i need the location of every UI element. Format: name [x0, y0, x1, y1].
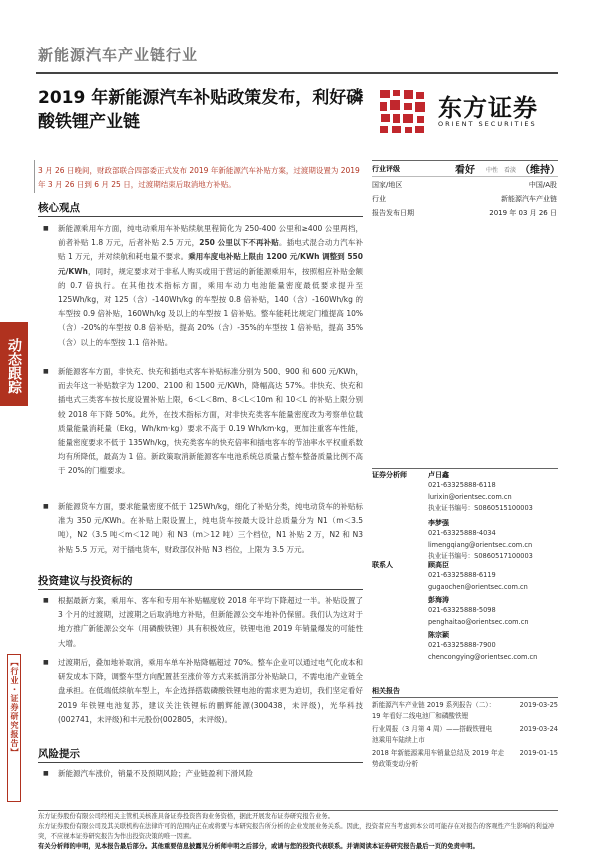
related-report-date: 2019-03-25	[519, 701, 558, 709]
analyst-cert: 执业证书编号：S0860515100003	[428, 504, 533, 513]
report-date-label: 报告发布日期	[372, 209, 414, 217]
core-paragraph-2	[38, 365, 363, 479]
industry-name: 新能源汽车产业链行业	[38, 46, 199, 64]
sidebar-label	[0, 322, 28, 406]
rating-divider	[372, 176, 558, 177]
contact-email[interactable]: gugaochen@orientsec.com.cn	[428, 582, 528, 591]
core-p2-text: 新能源客车方面，非快充、快充和插电式客车补贴标准分别为 500、900 和 600 元/KWh，而去年这一补贴数字为 1200、2100 和 1500 元/KWh，降幅高达 57%。非快充、快充和插电式三类客车按长度设置补贴上限，6＜L＜8m、8＜L＜10m 和 10＜L 的补贴上限分别较 2018 年下降 50%。此外，在技术指标方面，对非快充类客车能量密度改为考察单位载质量能量消耗量（Ekg，Wh/km·kg）要求不高于 0.19 Wh/km·kg，更加注重客车性能，能量密度要求不低于 135Wh/kg，快充类客车的快充倍率和插电客车的节油率水平权重系数均有所降低，最高为 1 倍。新政策取消新能源客车电池系统总质量占整车整备质量比例不高于 20%的门槛要求。	[58, 367, 363, 476]
contacts-label: 联系人	[372, 561, 393, 569]
related-reports-list	[372, 700, 558, 772]
core-p1-text-c: ，同时，规定要求对于非私人购买或用于营运的新能源乘用车，按照相应补贴金额的 0.7 倍执行。在其他技术指标方面，乘用车动力电池能量密度最低要求提升至 125Wh/kg，对 125（含）-140Wh/kg 的车型按 0.8 倍补贴，140（含）-160Wh/kg 的车型按 0.9 倍补贴，160Wh/kg 及以上的车型按 1 倍补贴。整车能耗比规定门槛提高 10%（含）-20%的车型按 0.8 倍补贴，提高 20%（含）-35%的车型按 1 倍补贴，提高 35%（含）以上的车型按 1.1 倍补贴。	[58, 266, 363, 347]
contact-email[interactable]: penghaitao@orientsec.com.cn	[428, 617, 529, 626]
related-report-title: 行业周报（3 月第 4 周）——搭载铁锂电	[372, 725, 493, 733]
company-logo	[376, 86, 428, 136]
advice-p2-text: 过渡期后，叠加地补取消，乘用车单车补贴降幅超过 70%。整车企业可以通过电气化成本和研发成本下降，调整车型方向配置甚至涨价等方式来抵消部分补贴缺口，不需电池产业链全盘承担。在低端低续航车型上，车企选择搭载磷酸铁锂电池的需求更为迫切，我们坚定看好 2019 年铁锂电池复苏，建议关注铁锂标的鹏辉能源(300438，未评级)，光华科技(002741，未评级)和丰元股份(002805，未评级)。	[58, 658, 363, 724]
analyst-1	[428, 470, 558, 515]
rating-label: 行业评级	[372, 165, 400, 173]
rating-status: （维持）	[520, 165, 560, 176]
analyst-email[interactable]: limengqiang@orientsec.com.cn	[428, 540, 533, 549]
section-core-divider	[38, 216, 363, 217]
related-report-date: 2019-03-24	[519, 725, 558, 733]
core-p1-text-a: 新能源乘用车方面，纯电动乘用车补贴续航里程简化为 250-400 公里和≥400 公里两档，前者补贴 1.8 万元，后者补贴 2.5 万元，	[58, 224, 363, 248]
contact-phone: 021-63325888-7900	[428, 641, 496, 649]
contact-2	[428, 595, 558, 628]
country-label: 国家/地区	[372, 181, 403, 189]
related-divider	[372, 697, 558, 698]
analyst-2	[428, 518, 558, 563]
analyst-divider	[372, 468, 558, 469]
logo-text: 东方证券	[438, 94, 538, 122]
logo-subtext: ORIENT SECURITIES	[438, 120, 537, 128]
related-report-title-cont: 势政策变动分析	[372, 760, 419, 768]
logo-mark-icon	[376, 86, 428, 136]
related-report-item[interactable]	[372, 748, 558, 772]
sidebar-vertical-text: 【行业・证券研究报告】	[10, 658, 19, 757]
section-advice: 投资建议与投资标的	[38, 575, 133, 587]
report-date-value: 2019 年 03 月 26 日	[489, 209, 557, 217]
analyst-name: 卢日鑫	[428, 471, 449, 479]
contact-email[interactable]: chencongying@orientsec.com.cn	[428, 652, 538, 661]
report-title: 2019 年新能源汽车补贴政策发布，利好磷酸铁锂产业链	[38, 88, 364, 132]
sidebar-vertical-tag	[7, 654, 21, 802]
related-label: 相关报告	[372, 687, 400, 695]
bullet-icon: ■	[43, 503, 49, 510]
country-value: 中国/A股	[528, 181, 557, 189]
analyst-name: 李梦强	[428, 519, 449, 527]
core-paragraph-3	[38, 500, 363, 557]
contact-name: 陈宗颖	[428, 631, 449, 639]
bullet-icon: ■	[43, 225, 49, 232]
bullet-icon: ■	[43, 659, 49, 666]
analyst-email[interactable]: lurixin@orientsec.com.cn	[428, 492, 512, 501]
summary-bar	[34, 160, 35, 193]
contact-name: 顾高臣	[428, 561, 449, 569]
bullet-icon: ■	[43, 770, 49, 777]
core-p1-text-b: 。插电式混合动力汽车补贴 1 万元，并对续航和耗电量不要求。	[58, 238, 363, 262]
footer-line-1: 东方证券股份有限公司经相关主管机关核准具备证券投资咨询业务资格，据此开展发布证券研究报告业务。	[38, 813, 334, 820]
related-report-title: 2018 年新能源乘用车销量总结及 2019 年走	[372, 749, 505, 757]
advice-paragraph-1	[38, 594, 363, 651]
section-risk-divider	[38, 762, 363, 763]
section-core: 核心观点	[38, 202, 80, 214]
related-report-item[interactable]	[372, 700, 558, 724]
analyst-phone: 021-63325888-6118	[428, 481, 496, 489]
contact-phone: 021-63325888-6119	[428, 571, 496, 579]
analyst-phone: 021-63325888-4034	[428, 529, 496, 537]
risk-p1-text: 新能源汽车涨价，销量不及预期风险；产业链盈利下滑风险	[58, 769, 253, 778]
rating-mid: 中性	[486, 167, 499, 174]
analyst-cert: 执业证书编号：S0860517100003	[428, 552, 533, 561]
rating-value: 看好	[455, 165, 475, 176]
contact-1	[428, 560, 558, 593]
core-p1-bold-b: 乘用车度电补贴上限由 1200 元/KWh 调整到 550 元/KWh	[58, 252, 363, 276]
section-advice-divider	[38, 589, 363, 590]
footer-line-2: 东方证券股份有限公司及其关联机构在法律许可的范围内正在或将要与本研究报告所分析的企业发展业务关系。因此，投资者应当考虑到本公司可能存在对报告的客观性产生影响的利益冲突，不应视本证券研究报告为作出投资决策的唯一因素。	[38, 823, 555, 840]
industry-label: 行业	[372, 195, 386, 203]
contact-3	[428, 630, 558, 663]
core-p1-bold-a: 250 公里以下不再补贴	[199, 238, 279, 248]
sidebar-label-text: 动态跟踪	[6, 338, 22, 394]
core-p3-text: 新能源货车方面，要求能量密度不低于 125Wh/kg，细化了补贴分类，纯电动货车的补贴标准为 350 元/KWh。在补贴上限设置上，纯电货车按最大设计总质量分为 N1（m＜3.5 吨），N2（3.5 吨＜m＜12 吨）和 N3（m＞12 吨）三个档位，N1 补贴 2 万，N2 和 N3 补贴 5.5 万元，对于插电货车，财政部仅补贴 N3 档位，上限为 3.5 万元。	[58, 502, 363, 554]
footer-divider	[38, 810, 558, 811]
risk-paragraph-1	[38, 767, 363, 781]
contact-phone: 021-63325888-5098	[428, 606, 496, 614]
footer-line-3: 有关分析师的申明，见本报告最后部分。其他重要信息披露见分析师申明之后部分，或请与您的投资代表联系。并请阅读本证券研究报告最后一页的免责申明。	[38, 843, 479, 850]
contact-name: 彭海涛	[428, 596, 449, 604]
advice-p1-text: 根据最新方案，乘用车、客车和专用车补贴幅度较 2018 年平均下降超过一半。补贴设置了 3 个月的过渡期，过渡期之后取消地方补贴，但新能源公交车地补仍保留。我们认为这对于地方推广新能源公交车（用磷酸铁锂）具有积极效应，铁锂电池 2019 年销量爆发的可能性大增。	[58, 596, 363, 648]
bullet-icon: ■	[43, 368, 49, 375]
header-divider	[36, 72, 558, 74]
related-report-item[interactable]	[372, 724, 558, 748]
core-paragraph-1	[38, 222, 363, 350]
related-report-title-cont: 池乘用车陆续上市	[372, 736, 425, 744]
advice-paragraph-2	[38, 656, 363, 727]
summary-text: 3 月 26 日晚间，财政部联合四部委正式发布 2019 年新能源汽车补贴方案，过渡期设置为 2019 年 3 月 26 日到 6 月 25 日，过渡期结束后取消地方补贴。	[38, 166, 360, 189]
rating-low: 看淡	[504, 167, 517, 174]
related-report-title-cont: 19 年看好二线电池厂和磷酸铁锂	[372, 712, 469, 720]
industry-value: 新能源汽车产业链	[501, 195, 557, 203]
related-report-title: 新能源汽车产业链 2019 系列报告（二）：	[372, 701, 496, 709]
analysts-label: 证券分析师	[372, 471, 407, 479]
footer-disclaimer	[38, 812, 558, 852]
section-risk: 风险提示	[38, 748, 80, 760]
bullet-icon: ■	[43, 597, 49, 604]
related-report-date: 2019-01-15	[519, 749, 558, 757]
